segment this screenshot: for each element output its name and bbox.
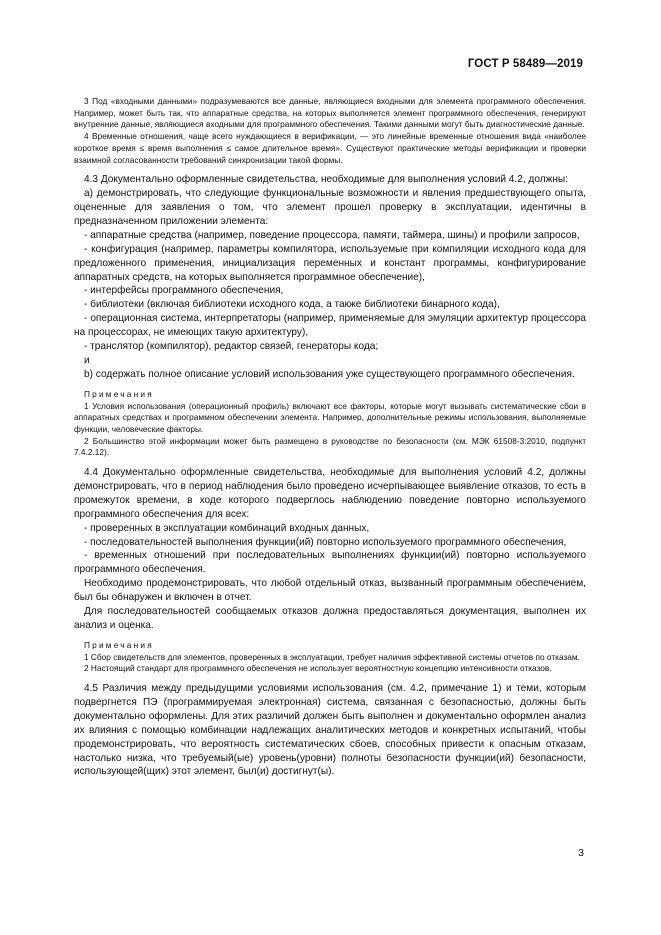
note-text: 3 Под «входными данными» подразумеваются все данные, являющиеся входными для элемента программного обеспечения. Например, может быть так, что аппаратные средства, на которых выполняется элемент программного обеспечения, генерируют внутренние данные, являющиеся входными для программного обеспечения. Такими данными могут быть диагностические данные. — [74, 96, 586, 130]
paragraph: и — [84, 355, 90, 366]
note-text: 1 Условия использования (операционный профиль) включают все факторы, которые могут вызывать систематические сбои в аппаратных средствах и программном обеспечении элемента. Например, дополнительные режимы использования, выполняемые функции, человеческие факторы. — [74, 400, 586, 434]
page-number: 3 — [578, 847, 584, 859]
paragraph: b) содержать полное описание условий использования уже существующего программного обеспечения. — [84, 368, 575, 380]
paragraph: - последовательностей выполнения функции(ий) повторно используемого программного обеспечения, — [84, 536, 567, 548]
paragraph: Для последовательностей сообщаемых отказов должна предоставляться документация, выполнен их анализ и оценка. — [74, 606, 586, 631]
page-body — [74, 96, 586, 779]
paragraph: - временных отношений при последовательных выполнениях функции(ий) повторно используемого программного обеспечения. — [74, 550, 586, 576]
note-text: 2 Настоящий стандарт для программного обеспечения не использует вероятностную концепцию интенсивности отказов. — [84, 663, 552, 674]
spacer — [74, 633, 586, 640]
spacer — [74, 166, 586, 173]
spacer — [74, 675, 586, 682]
paragraph: - аппаратные средства (например, поведение процессора, памяти, таймера, шины) и профили запросов, — [84, 229, 580, 241]
paragraph: 4.5 Различия между предыдущими условиями использования (см. 4.2, примечание 1) и теми, которым подвергнется ПЭ (программируемая электронная) система, связанная с безопасностью, должны быть документально оформлены. Для этих различий должен быть выполнен и документально оформлен анализ их влияния с помощью комбинации надлежащих аналитических методов и конкретных испытаний, чтобы продемонстрировать, что вероятность систематических сбоев, способных привести к опасным отказам, настолько низка, что требуемый(ые) уровень(уровни) полноты безопасности функции(ий) безопасности, использующей(щих) этот элемент, был(и) достигнут(ы). — [74, 683, 586, 778]
notes-heading: Примечания — [84, 639, 154, 650]
notes-heading: Примечания — [84, 388, 154, 399]
note-text: 1 Сбор свидетельств для элементов, проверенных в эксплуатации, требует наличия эффективной системы отчетов по отказам. — [84, 651, 580, 662]
paragraph: - конфигурация (например, параметры компилятора, используемые при компиляции исходного кода для предложенного применения, инициализация переменных и констант программы, конфигурирование аппаратных средств, на которых выполняется программное обеспечение), — [74, 243, 586, 283]
paragraph: - библиотеки (включая библиотеки исходного кода, а также библиотеки бинарного кода), — [84, 299, 500, 311]
paragraph: - проверенных в эксплуатации комбинаций входных данных, — [84, 522, 370, 534]
paragraph: - транслятор (компилятор), редактор связей, генераторы кода; — [84, 341, 379, 353]
paragraph: а) демонстрировать, что следующие функциональные возможности и явления предшествующего опыта, оцененные для заявления о том, что элемент прошел проверку в эксплуатации, идентичны в предназначенном приложении элемента: — [74, 188, 586, 227]
paragraph: 4.3 Документально оформленные свидетельства, необходимые для выполнения условий 4.2, должны: — [84, 174, 568, 186]
spacer — [74, 459, 586, 466]
paragraph: - интерфейсы программного обеспечения, — [84, 285, 284, 297]
paragraph: 4.4 Документально оформленные свидетельства, необходимые для выполнения условий 4.2, должны демонстрировать, что в период наблюдения было проведено исчерпывающее выявление отказов, то есть в промежуток времени, в ходе которого подверглось наблюдению поведение повторно используемого программного обеспечения для всех: — [74, 467, 586, 520]
note-text: 4 Временные отношения, чаще всего нуждающиеся в верификации, — это линейные временные отношения вида «наиболее короткое время ≤ время выполнения ≤ самое длительное время». Существуют практические методы верификации и проверки взаимной согласованности требований синхронизации такой формы. — [74, 131, 586, 165]
paragraph: - операционная система, интерпретаторы (например, применяемые для эмуляции архитектур процессора на процессорах, не имеющих такую архитектуру), — [74, 313, 586, 339]
spacer — [74, 382, 586, 389]
note-text: 2 Большинство этой информации может быть размещено в руководстве по безопасности (см. МЭК 61508-3:2010, подпункт 7.4.2.12). — [74, 435, 586, 458]
paragraph: Необходимо продемонстрировать, что любой отдельный отказ, вызванный программным обеспечением, был бы обнаружен и включен в отчет. — [74, 578, 586, 604]
standard-designation: ГОСТ Р 58489—2019 — [467, 58, 583, 70]
